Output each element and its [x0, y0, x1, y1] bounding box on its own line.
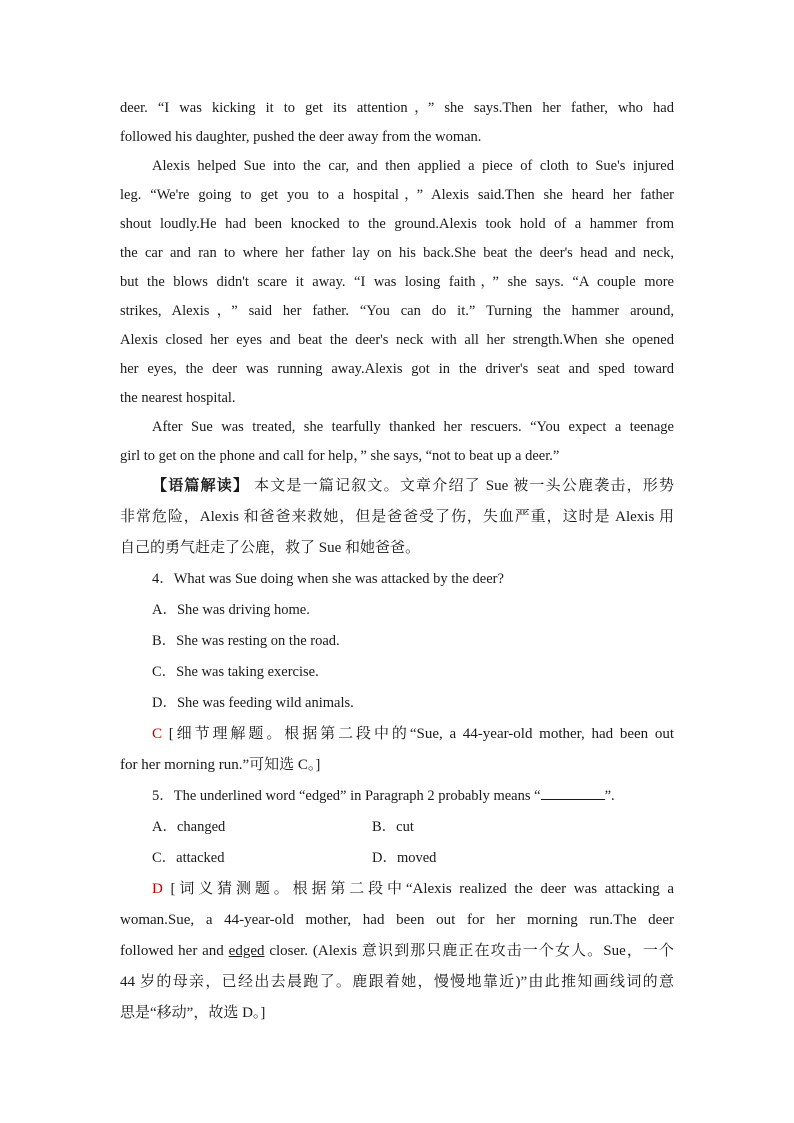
- text-line: Alexis helped Sue into the car, and then applied a piece of cloth to Sue's injured: [152, 158, 674, 174]
- text-line: strikes, Alexis，” said her father. “You can do it.” Turning the hammer around,: [120, 303, 674, 319]
- answer-explanation: [120, 719, 674, 750]
- question-stem: [120, 781, 674, 812]
- option-d: D．She was feeding wild animals.: [152, 695, 354, 711]
- explanation-text: [细节理解题。根据第二段中的“Sue, a 44-year-old mother, had been out: [162, 726, 674, 742]
- option-c: C．attacked: [152, 850, 225, 866]
- option-b: B．cut: [372, 819, 414, 835]
- explanation-text: closer. (Alexis 意识到那只鹿正在攻击一个女人。Sue，一个: [264, 943, 674, 959]
- text-line: her eyes, the deer was running away.Alexis got in the driver's seat and sped toward: [120, 361, 674, 377]
- text-line: Alexis closed her eyes and beat the deer's neck with all her strength.When she opened: [120, 332, 674, 348]
- text-line: After Sue was treated, she tearfully thanked her rescuers. “You expect a teenage: [152, 419, 674, 435]
- analysis-text: 本文是一篇记叙文。文章介绍了 Sue 被一头公鹿袭击，形势: [249, 478, 674, 494]
- option-row: [120, 843, 674, 874]
- analysis-tag: 【语篇解读】: [152, 478, 250, 494]
- question-text-end: ”.: [604, 788, 615, 804]
- passage-analysis: [120, 471, 674, 564]
- analysis-line: [120, 471, 674, 502]
- answer-letter: C: [152, 726, 163, 742]
- answer-letter: D: [152, 881, 163, 897]
- text-line: the nearest hospital.: [120, 390, 236, 406]
- text-line: but the blows didn't scare it away. “I was losing faith，” she says. “A couple more: [120, 274, 674, 290]
- underlined-word: edged: [228, 943, 265, 959]
- answer-explanation: [120, 874, 674, 905]
- analysis-line: 非常危险，Alexis 和爸爸来救她，但是爸爸受了伤，失血严重，这时是 Alexis 用: [120, 509, 674, 525]
- question-number: 4．: [152, 571, 174, 587]
- text-line: deer. “I was kicking it to get its attention，” she says.Then her father, who had: [120, 100, 674, 116]
- explanation-line: 思是“移动”，故选 D。]: [120, 1005, 266, 1021]
- option-a: A．She was driving home.: [152, 602, 310, 618]
- option-d: D．moved: [372, 850, 437, 866]
- analysis-line: 自己的勇气赶走了公鹿，救了 Sue 和她爸爸。: [120, 540, 421, 556]
- explanation-line: for her morning run.”可知选 C。]: [120, 757, 321, 773]
- question-stem: [120, 564, 674, 595]
- option-row: [120, 812, 674, 843]
- document-page: [120, 94, 674, 1029]
- explanation-line: [120, 936, 674, 967]
- text-line: followed his daughter, pushed the deer away from the woman.: [120, 129, 482, 145]
- passage-paragraph-3: [120, 413, 674, 471]
- question-5: [120, 781, 674, 1029]
- option-c: C．She was taking exercise.: [152, 664, 319, 680]
- text-line: shout loudly.He had been knocked to the ground.Alexis took hold of a hammer from: [120, 216, 674, 232]
- explanation-text: [词义猜测题。根据第二段中“Alexis realized the deer was attacking a: [162, 881, 674, 897]
- option-b: B．She was resting on the road.: [152, 633, 340, 649]
- passage-paragraph-2: [120, 152, 674, 413]
- question-number: 5．: [152, 788, 174, 804]
- explanation-text: followed her and: [120, 943, 229, 959]
- question-text: The underlined word “edged” in Paragraph 2 probably means “: [173, 788, 541, 804]
- text-line: girl to get on the phone and call for help，” she says, “not to beat up a deer.”: [120, 448, 560, 464]
- question-4: [120, 564, 674, 781]
- passage-paragraph-1: [120, 94, 674, 152]
- question-text: What was Sue doing when she was attacked by the deer?: [173, 571, 504, 587]
- answer-blank: [541, 785, 605, 800]
- text-line: the car and ran to where her father lay on his back.She beat the deer's head and neck,: [120, 245, 674, 261]
- option-a: A．changed: [152, 819, 226, 835]
- explanation-line: woman.Sue, a 44-year-old mother, had been out for her morning run.The deer: [120, 912, 674, 928]
- explanation-line: 44 岁的母亲，已经出去晨跑了。鹿跟着她，慢慢地靠近)”由此推知画线词的意: [120, 974, 674, 990]
- text-line: leg. “We're going to get you to a hospital，” Alexis said.Then she heard her father: [120, 187, 674, 203]
